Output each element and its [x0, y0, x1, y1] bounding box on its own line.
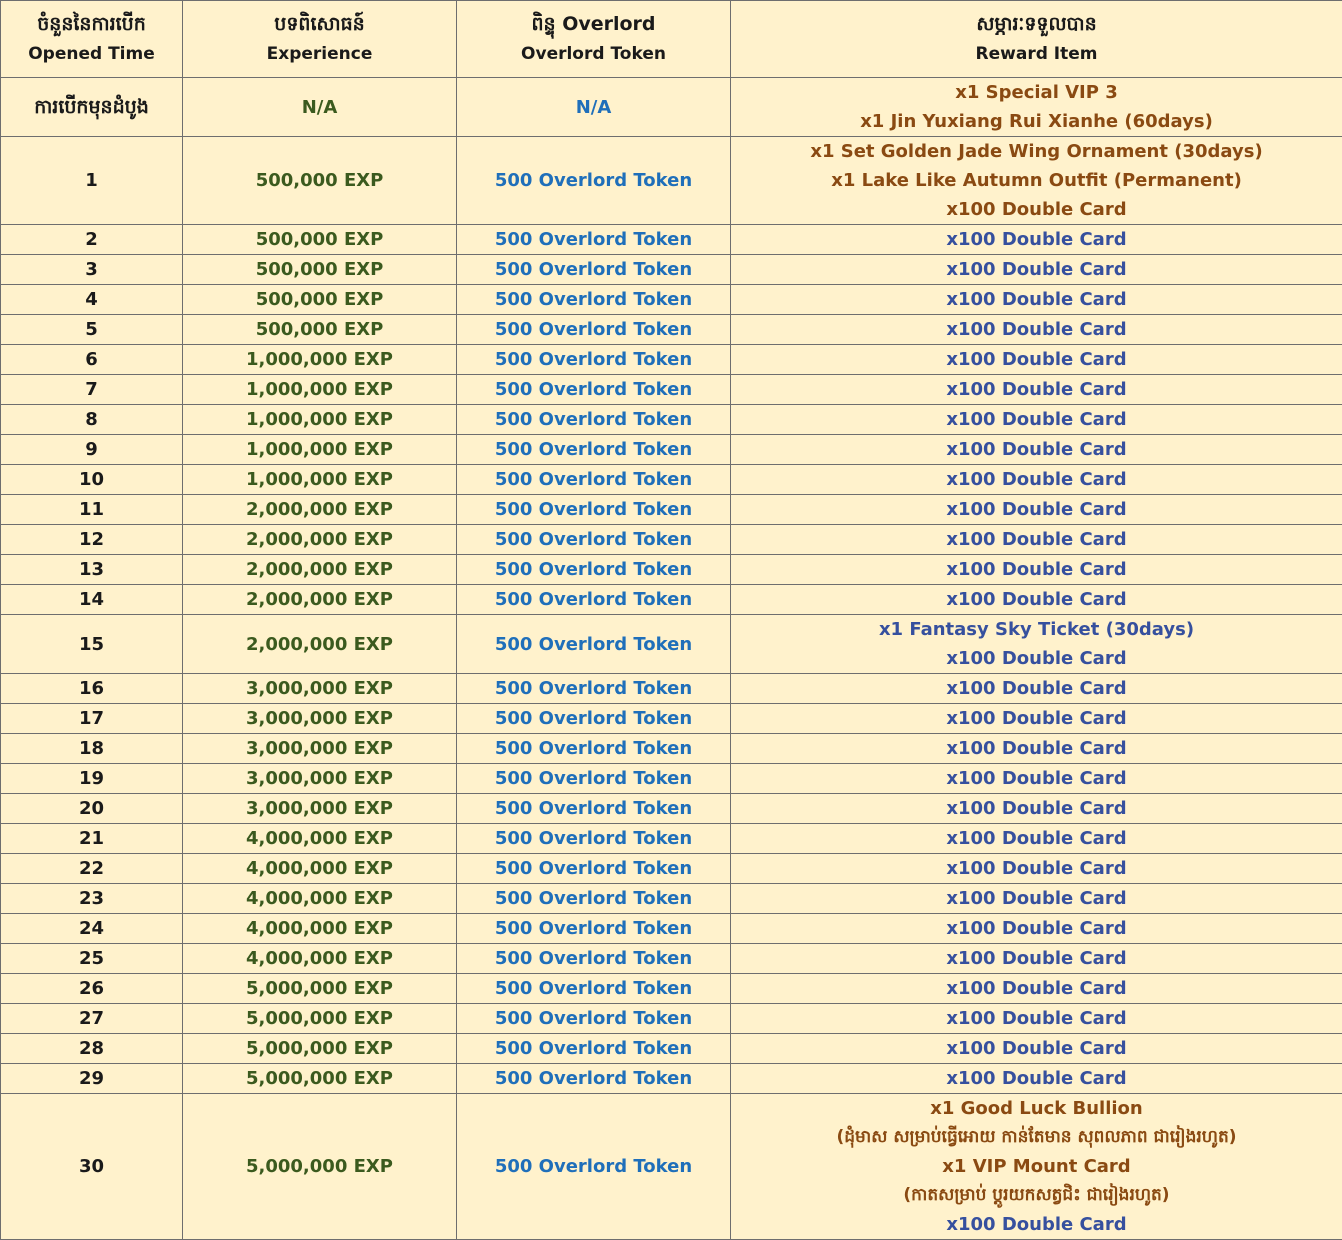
header-opened-time-en: Opened Time: [3, 39, 180, 69]
reward-line: x100 Double Card: [733, 1210, 1340, 1239]
token-cell: 500 Overlord Token: [457, 734, 731, 764]
table-row: [1, 345, 1342, 375]
token-cell: 500 Overlord Token: [457, 884, 731, 914]
token-cell: 500 Overlord Token: [457, 435, 731, 465]
opened-time-cell: 11: [1, 495, 183, 525]
token-cell: 500 Overlord Token: [457, 555, 731, 585]
reward-cell: x100 Double Card: [731, 495, 1342, 525]
opened-time-cell: 2: [1, 225, 183, 255]
opened-time-cell: 8: [1, 405, 183, 435]
table-row: [1, 255, 1342, 285]
token-cell: 500 Overlord Token: [457, 914, 731, 944]
reward-cell: x100 Double Card: [731, 734, 1342, 764]
table-row: [1, 495, 1342, 525]
token-cell: 500 Overlord Token: [457, 794, 731, 824]
reward-cell: x100 Double Card: [731, 465, 1342, 495]
reward-cell: x100 Double Card: [731, 914, 1342, 944]
experience-cell: 4,000,000 EXP: [183, 944, 457, 974]
reward-cell: x100 Double Card: [731, 555, 1342, 585]
token-cell: 500 Overlord Token: [457, 824, 731, 854]
reward-line: x1 Special VIP 3: [733, 78, 1340, 107]
table-row: [1, 375, 1342, 405]
opened-time-cell: 14: [1, 585, 183, 615]
experience-cell: 500,000 EXP: [183, 255, 457, 285]
header-reward-item: [731, 1, 1342, 78]
reward-cell: x100 Double Card: [731, 585, 1342, 615]
table-row-30: [1, 1094, 1342, 1240]
token-cell: 500 Overlord Token: [457, 315, 731, 345]
token-cell: 500 Overlord Token: [457, 674, 731, 704]
experience-cell: 2,000,000 EXP: [183, 555, 457, 585]
opened-time-cell: 30: [1, 1094, 183, 1240]
experience-cell: 4,000,000 EXP: [183, 914, 457, 944]
table-row: [1, 1064, 1342, 1094]
experience-cell: 1,000,000 EXP: [183, 435, 457, 465]
table-row: [1, 465, 1342, 495]
token-cell: 500 Overlord Token: [457, 465, 731, 495]
table-row: [1, 225, 1342, 255]
table-row: [1, 285, 1342, 315]
reward-cell: x100 Double Card: [731, 1064, 1342, 1094]
reward-cell: x100 Double Card: [731, 315, 1342, 345]
header-opened-time-kh: ចំនួននៃការបើក: [3, 9, 180, 39]
experience-cell: 3,000,000 EXP: [183, 764, 457, 794]
experience-cell: 5,000,000 EXP: [183, 1004, 457, 1034]
table-row: [1, 1004, 1342, 1034]
reward-cell: x100 Double Card: [731, 225, 1342, 255]
reward-line: x100 Double Card: [733, 195, 1340, 224]
table-row: [1, 824, 1342, 854]
header-row: [1, 1, 1342, 78]
token-cell: 500 Overlord Token: [457, 704, 731, 734]
table-row: [1, 704, 1342, 734]
header-overlord-token-en: Overlord Token: [459, 39, 728, 69]
opened-time-cell: 7: [1, 375, 183, 405]
opened-time-cell: 29: [1, 1064, 183, 1094]
opened-time-cell: 13: [1, 555, 183, 585]
token-cell: 500 Overlord Token: [457, 495, 731, 525]
experience-cell: 3,000,000 EXP: [183, 704, 457, 734]
reward-line: (កាតសម្រាប់ ប្តូរយកសត្វជិះ ជារៀងរហូត): [733, 1181, 1340, 1210]
reward-line: x1 Fantasy Sky Ticket (30days): [733, 615, 1340, 644]
opened-time-cell: 23: [1, 884, 183, 914]
experience-cell: 3,000,000 EXP: [183, 794, 457, 824]
opened-time-cell: ការបើកមុនដំបូង: [1, 78, 183, 137]
opened-time-cell: 1: [1, 137, 183, 225]
token-cell: 500 Overlord Token: [457, 1034, 731, 1064]
opened-time-cell: 3: [1, 255, 183, 285]
opened-time-cell: 16: [1, 674, 183, 704]
opened-time-cell: 10: [1, 465, 183, 495]
reward-cell: x100 Double Card: [731, 435, 1342, 465]
experience-cell: 1,000,000 EXP: [183, 375, 457, 405]
header-reward-item-kh: សម្ភារៈទទួលបាន: [733, 9, 1340, 39]
experience-cell: 4,000,000 EXP: [183, 884, 457, 914]
token-cell: 500 Overlord Token: [457, 405, 731, 435]
reward-cell: x100 Double Card: [731, 345, 1342, 375]
opened-time-cell: 24: [1, 914, 183, 944]
reward-cell: x100 Double Card: [731, 405, 1342, 435]
opened-time-cell: 15: [1, 615, 183, 674]
token-cell: 500 Overlord Token: [457, 1064, 731, 1094]
token-cell: 500 Overlord Token: [457, 525, 731, 555]
table-row: [1, 794, 1342, 824]
token-cell: 500 Overlord Token: [457, 615, 731, 674]
table-row-first-open: [1, 78, 1342, 137]
token-cell: 500 Overlord Token: [457, 255, 731, 285]
table-row: [1, 674, 1342, 704]
table-row: [1, 435, 1342, 465]
reward-cell: x100 Double Card: [731, 944, 1342, 974]
experience-cell: 5,000,000 EXP: [183, 1064, 457, 1094]
experience-cell: 5,000,000 EXP: [183, 1034, 457, 1064]
reward-line: (ដុំមាស សម្រាប់ធ្វើអោយ កាន់តែមាន សុពលភាព ជារៀងរហូត): [733, 1123, 1340, 1152]
opened-time-cell: 19: [1, 764, 183, 794]
reward-cell: x100 Double Card: [731, 674, 1342, 704]
reward-cell: x100 Double Card: [731, 704, 1342, 734]
token-cell: 500 Overlord Token: [457, 944, 731, 974]
reward-cell: x100 Double Card: [731, 1004, 1342, 1034]
reward-line: x1 Lake Like Autumn Outfit (Permanent): [733, 166, 1340, 195]
reward-cell: [731, 137, 1342, 225]
experience-cell: 500,000 EXP: [183, 285, 457, 315]
token-cell: 500 Overlord Token: [457, 585, 731, 615]
experience-cell: 2,000,000 EXP: [183, 525, 457, 555]
reward-line: x100 Double Card: [733, 644, 1340, 673]
experience-cell: 2,000,000 EXP: [183, 615, 457, 674]
opened-time-cell: 28: [1, 1034, 183, 1064]
experience-cell: 500,000 EXP: [183, 315, 457, 345]
reward-cell: x100 Double Card: [731, 884, 1342, 914]
reward-cell: x100 Double Card: [731, 794, 1342, 824]
header-opened-time: [1, 1, 183, 78]
reward-cell: [731, 78, 1342, 137]
opened-time-cell: 20: [1, 794, 183, 824]
reward-line: x1 Good Luck Bullion: [733, 1094, 1340, 1123]
opened-time-cell: 18: [1, 734, 183, 764]
table-row: [1, 734, 1342, 764]
reward-cell: x100 Double Card: [731, 764, 1342, 794]
header-overlord-token: [457, 1, 731, 78]
experience-cell: 1,000,000 EXP: [183, 345, 457, 375]
experience-cell: 2,000,000 EXP: [183, 585, 457, 615]
opened-time-cell: 25: [1, 944, 183, 974]
token-cell: 500 Overlord Token: [457, 974, 731, 1004]
experience-cell: 5,000,000 EXP: [183, 974, 457, 1004]
table-row: [1, 315, 1342, 345]
opened-time-cell: 21: [1, 824, 183, 854]
experience-cell: 1,000,000 EXP: [183, 465, 457, 495]
experience-cell: 1,000,000 EXP: [183, 405, 457, 435]
table-row: [1, 764, 1342, 794]
opened-time-cell: 22: [1, 854, 183, 884]
reward-cell: x100 Double Card: [731, 375, 1342, 405]
reward-cell: x100 Double Card: [731, 285, 1342, 315]
reward-cell: [731, 1094, 1342, 1240]
reward-cell: x100 Double Card: [731, 525, 1342, 555]
experience-cell: 4,000,000 EXP: [183, 854, 457, 884]
token-cell: 500 Overlord Token: [457, 764, 731, 794]
token-cell: 500 Overlord Token: [457, 285, 731, 315]
table-row: [1, 944, 1342, 974]
opened-time-cell: 4: [1, 285, 183, 315]
experience-cell: 500,000 EXP: [183, 137, 457, 225]
token-cell: 500 Overlord Token: [457, 854, 731, 884]
header-overlord-token-kh: ពិន្ទុ Overlord: [459, 9, 728, 39]
opened-time-cell: 27: [1, 1004, 183, 1034]
table-row: [1, 405, 1342, 435]
reward-line: x1 VIP Mount Card: [733, 1152, 1340, 1181]
experience-cell: 5,000,000 EXP: [183, 1094, 457, 1240]
header-experience-kh: បទពិសោធន៍: [185, 9, 454, 39]
table-row: [1, 884, 1342, 914]
experience-cell: 3,000,000 EXP: [183, 734, 457, 764]
reward-line: x1 Set Golden Jade Wing Ornament (30days): [733, 137, 1340, 166]
opened-time-cell: 26: [1, 974, 183, 1004]
table-row-1: [1, 137, 1342, 225]
table-row: [1, 974, 1342, 1004]
token-cell: 500 Overlord Token: [457, 345, 731, 375]
header-experience: [183, 1, 457, 78]
header-reward-item-en: Reward Item: [733, 39, 1340, 69]
experience-cell: 3,000,000 EXP: [183, 674, 457, 704]
opened-time-cell: 6: [1, 345, 183, 375]
table-row: [1, 1034, 1342, 1064]
reward-cell: x100 Double Card: [731, 854, 1342, 884]
table-row-15: [1, 615, 1342, 674]
table-row: [1, 585, 1342, 615]
experience-cell: N/A: [183, 78, 457, 137]
reward-cell: x100 Double Card: [731, 824, 1342, 854]
experience-cell: 4,000,000 EXP: [183, 824, 457, 854]
reward-cell: x100 Double Card: [731, 974, 1342, 1004]
opened-time-cell: 5: [1, 315, 183, 345]
reward-cell: [731, 615, 1342, 674]
table-row: [1, 854, 1342, 884]
token-cell: 500 Overlord Token: [457, 137, 731, 225]
table-row: [1, 555, 1342, 585]
token-cell: 500 Overlord Token: [457, 1004, 731, 1034]
experience-cell: 2,000,000 EXP: [183, 495, 457, 525]
reward-line: x1 Jin Yuxiang Rui Xianhe (60days): [733, 107, 1340, 136]
table-row: [1, 525, 1342, 555]
reward-cell: x100 Double Card: [731, 255, 1342, 285]
reward-cell: x100 Double Card: [731, 1034, 1342, 1064]
token-cell: 500 Overlord Token: [457, 225, 731, 255]
token-cell: 500 Overlord Token: [457, 375, 731, 405]
token-cell: N/A: [457, 78, 731, 137]
token-cell: 500 Overlord Token: [457, 1094, 731, 1240]
opened-time-cell: 9: [1, 435, 183, 465]
opened-time-cell: 17: [1, 704, 183, 734]
experience-cell: 500,000 EXP: [183, 225, 457, 255]
opened-time-cell: 12: [1, 525, 183, 555]
header-experience-en: Experience: [185, 39, 454, 69]
table-row: [1, 914, 1342, 944]
